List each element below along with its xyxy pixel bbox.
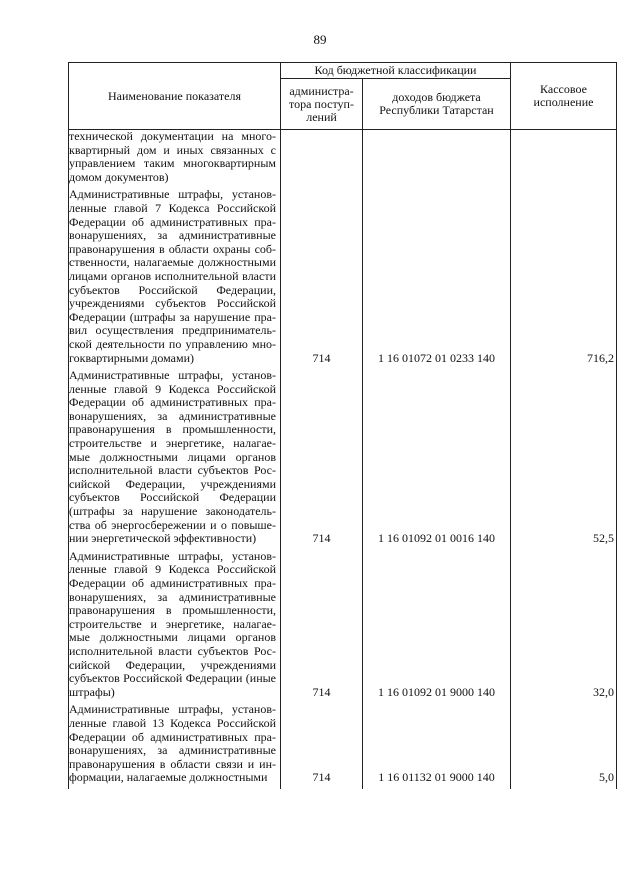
table-row xyxy=(69,188,617,369)
admin-code-cell: 714 xyxy=(281,703,363,789)
admin-code-cell xyxy=(281,130,363,189)
execution-value-cell: 5,0 xyxy=(511,703,617,789)
indicator-name-cell xyxy=(69,369,281,550)
income-code-cell: 1 16 01092 01 0016 140 xyxy=(363,369,511,550)
indicator-name-text: Административные штрафы, установ-ленные главой 13 Кодекса Российской Федерации об административных пра-вонарушениях, за административные правонарушения в области связи и ин-формации, налагаемые должностными xyxy=(69,702,276,785)
table-row xyxy=(69,130,617,189)
indicator-name-text: технической документации на много-квартирный дом и иных связанных с управлением таким многоквартирным домом документов) xyxy=(69,129,276,184)
admin-code-cell: 714 xyxy=(281,188,363,369)
indicator-name-cell xyxy=(69,188,281,369)
indicator-name-cell xyxy=(69,550,281,704)
indicator-name-cell xyxy=(69,130,281,189)
page-number: 89 xyxy=(313,32,327,47)
admin-code-cell: 714 xyxy=(281,369,363,550)
budget-table-container xyxy=(68,62,616,789)
execution-value-cell: 52,5 xyxy=(511,369,617,550)
execution-value-cell: 716,2 xyxy=(511,188,617,369)
admin-code-cell: 714 xyxy=(281,550,363,704)
header-admin: администра-тора поступ-лений xyxy=(281,79,363,130)
indicator-name-cell xyxy=(69,703,281,789)
execution-value-cell: 32,0 xyxy=(511,550,617,704)
table-row xyxy=(69,703,617,789)
budget-table xyxy=(68,62,617,789)
income-code-cell: 1 16 01132 01 9000 140 xyxy=(363,703,511,789)
indicator-name-text: Административные штрафы, установ-ленные главой 9 Кодекса Российской Федерации об административных пра-вонарушениях, за административные правонарушения в промышленности, строительстве и энергетике, налагае-мые должностными лицами органов исполнительной власти субъектов Рос-сийской Федерации, учреждениями субъектов Российской Федерации (иные штрафы) xyxy=(69,548,276,699)
header-indicator-name: Наименование показателя xyxy=(69,63,281,130)
income-code-cell: 1 16 01092 01 9000 140 xyxy=(363,550,511,704)
table-row xyxy=(69,369,617,550)
header-code-group: Код бюджетной классификации xyxy=(281,63,511,79)
indicator-name-text: Административные штрафы, установ-ленные главой 9 Кодекса Российской Федерации об административных пра-вонарушениях, за административные правонарушения в промышленности, строительстве и энергетике, налагае-мые должностными лицами органов исполнительной власти субъектов Рос-сийской Федерации, учреждениями субъектов Российской Федерации (штрафы за нарушение законодатель-ства об энергосбережении и о повыше-нии энергетической эффективности) xyxy=(69,368,276,546)
income-code-cell: 1 16 01072 01 0233 140 xyxy=(363,188,511,369)
table-header xyxy=(69,63,617,130)
table-body xyxy=(69,130,617,789)
execution-value-cell xyxy=(511,130,617,189)
table-row xyxy=(69,550,617,704)
indicator-name-text: Административные штрафы, установ-ленные главой 7 Кодекса Российской Федерации об административных пра-вонарушениях, за административные правонарушения в области охраны соб-ственности, налагаемые должностными лицами органов исполнительной власти субъектов Российской Федерации, учреждениями субъектов Российской Федерации (штрафы за нарушение пра-вил осуществления предприниматель-ской деятельности по управлению мно-гоквартирными домами) xyxy=(69,187,276,365)
income-code-cell xyxy=(363,130,511,189)
header-execution: Кассовое исполнение xyxy=(511,63,617,130)
header-income: доходов бюджета Республики Татарстан xyxy=(363,79,511,130)
